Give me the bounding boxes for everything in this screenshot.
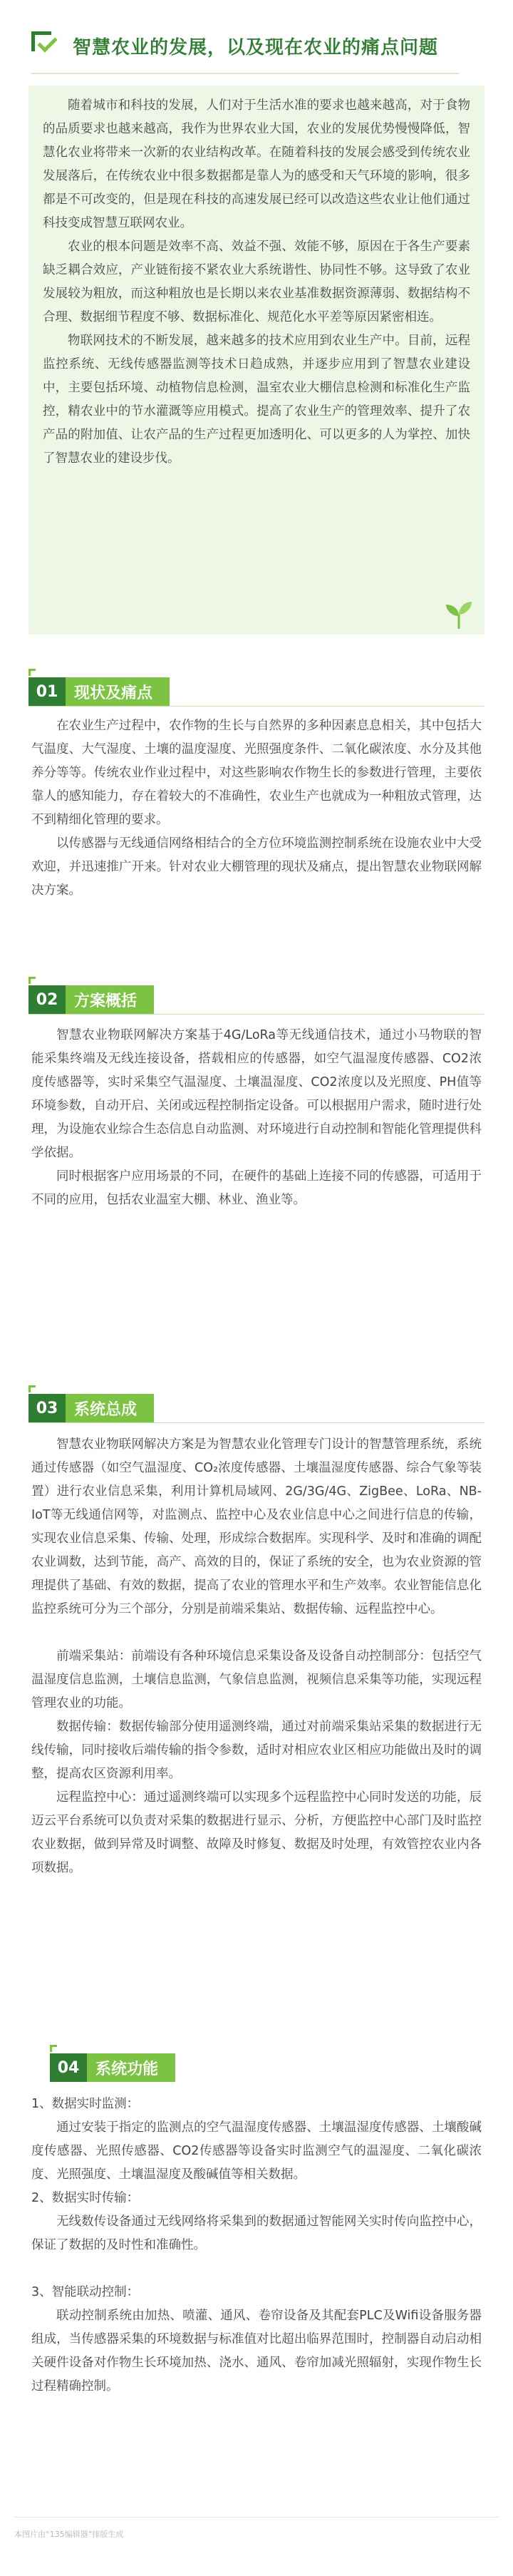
body-paragraph: 同时根据客户应用场景的不同，在硬件的基础上连接不同的传感器，可适用于不同的应用，包括农业温室大棚、林业、渔业等。 — [31, 1169, 482, 1207]
footer-credit: 本图片由“135编辑器”排版生成 — [14, 2530, 124, 2539]
intro-paragraph: 物联网技术的不断发展，越来越多的技术应用到农业生产中。目前，远程监控系统、无线传感器监测等技术日趋成熟，并逐步应用到了智慧农业建设中，主要包括环境、动植物信息检测，温室农业大棚信息检测和标准化生产监控，精农业中的节水灌溉等应用模式。提高了农业生产的管理效率、提升了农产品的附加值、让农产品的生产过程更加透明化、可以更多的人为掌控、加快了智慧农业的建设步伐。 — [43, 334, 470, 466]
intro-paragraph: 农业的根本问题是效率不高、效益不强、效能不够，原因在于各生产要素缺乏耦合效应，产业链衔接不紧农业大系统谐性、协同性不够。这导致了农业发展较为粗放，而这种粗放也是长期以来农业基准数据资源薄弱、数据结构不合理、数据细节程度不够、数据标准化、规范化水平差等原因紧密相连。 — [43, 240, 470, 324]
section-number: 04 — [50, 2053, 87, 2082]
body-paragraph: 智慧农业物联网解决方案基于4G/LoRa等无线通信技术，通过小马物联的智能采集终端及无线连接设备，搭载相应的传感器，如空气温湿度传感器、CO2浓度传感器等，实时采集空气温湿度、土壤温湿度、CO2浓度以及光照度、PH值等环境参数，自动开启、关闭或远程控制指定设备。可以根据用户需求，随时进行处理，为设施农业综合生态信息自动监测、对环境进行自动控制和智能化管理提供科学依据。 — [31, 1028, 482, 1160]
footer-divider — [14, 2517, 499, 2518]
corner-tick-icon — [28, 977, 36, 984]
corner-tick-icon — [28, 669, 36, 676]
item-body: 无线数传设备通过无线网络将采集到的数据通过智能网关实时传向监控中心，保证了数据的及时性和准确性。 — [31, 2215, 482, 2252]
section-body-02 — [31, 1024, 482, 1212]
corner-tick-icon — [28, 1385, 36, 1392]
item-body: 联动控制系统由加热、喷灌、通风、卷帘设备及其配套PLC及Wifi设备服务器组成，当传感器采集的环境数据与标准值对比超出临界范围时，控制器自动启动相关硬件设备对作物生长环境加热、浇水、通风、卷帘加减光照辐射，实现作物生长过程精确控制。 — [31, 2309, 482, 2393]
body-paragraph: 前端采集站：前端设有各种环境信息采集设备及设备自动控制部分：包括空气温湿度信息监测，土壤信息监测，气象信息监测，视频信息采集等功能，实现远程管理农业的功能。 — [31, 1649, 482, 1710]
section-divider — [28, 1014, 484, 1015]
item-heading: 1、数据实时监测： — [31, 2097, 140, 2111]
section-body-03 — [31, 1433, 482, 1880]
section-body-04 — [31, 2093, 482, 2398]
section-title: 系统总成 — [66, 1394, 154, 1422]
body-paragraph: 数据传输：数据传输部分使用遥测终端，通过对前端采集站采集的数据进行无线传输，同时接收后端传输的指令参数，适时对相应农业区相应功能做出及时的调整，提高农区资源利用率。 — [31, 1720, 482, 1781]
item-body: 通过安装于指定的监测点的空气温湿度传感器、土壤温湿度传感器、土壤酸碱度传感器、光照传感器、CO2传感器等设备实时监测空气的温湿度、二氧化碳浓度、光照强度、土壤温湿度及酸碱值等相关数据。 — [31, 2120, 482, 2182]
section-divider — [28, 1422, 484, 1423]
sprout-icon — [443, 600, 475, 629]
section-number: 02 — [28, 985, 66, 1014]
item-heading: 3、智能联动控制： — [31, 2285, 140, 2299]
intro-title-block — [31, 20, 487, 80]
title-underline — [31, 73, 459, 74]
intro-paragraph: 随着城市和科技的发展，人们对于生活水准的要求也越来越高，对于食物的品质要求也越来越高，我作为世界农业大国，农业的发展优势慢慢降低，智慧化农业将带来一次新的农业结构改革。在随着科技的发展会感受到传统农业发展落后，在传统农业中很多数据都是靠人为的感受和天气环境的影响，很多都是不可改变的，但是现在科技的高速发展已经可以改造这些农业让他们通过科技变成智慧互联网农业。 — [43, 98, 470, 230]
intro-box — [28, 86, 484, 635]
body-paragraph: 在农业生产过程中，农作物的生长与自然界的多种因素息息相关，其中包括大气温度、大气湿度、土壤的温度湿度、光照强度条件、二氧化碳浓度、水分及其他养分等等。传统农业作业过程中，对这些影响农作物生长的参数进行管理，主要依靠人的感知能力，存在着较大的不准确性，农业生产也就成为一种粗放式管理，达不到精细化管理的要求。 — [31, 719, 482, 827]
section-divider — [28, 706, 484, 707]
body-paragraph: 以传感器与无线通信网络相结合的全方位环境监测控制系统在设施农业中大受欢迎，并迅速推广开来。针对农业大棚管理的现状及痛点，提出智慧农业物联网解决方案。 — [31, 836, 482, 898]
section-title: 现状及痛点 — [66, 677, 170, 706]
corner-tick-icon — [50, 2045, 57, 2052]
section-title: 系统功能 — [87, 2053, 175, 2082]
page-title: 智慧农业的发展，以及现在农业的痛点问题 — [73, 37, 439, 58]
section-number: 01 — [28, 677, 66, 706]
paragraph-spacer — [31, 2257, 482, 2281]
body-paragraph: 远程监控中心：通过遥测终端可以实现多个远程监控中心同时发送的功能，辰迈云平台系统可以负责对采集的数据进行显示、分析，方便监控中心部门及时监控农业数据，做到异常及时调整、故障及时修复、数据及时处理，有效管控农业内各项数据。 — [31, 1790, 482, 1875]
section-body-01 — [31, 714, 482, 903]
body-paragraph: 智慧农业物联网解决方案是为智慧农业化管理专门设计的智慧管理系统，系统通过传感器（如空气温湿度、CO₂浓度传感器、土壤温湿度传感器、综合气象等装置）进行农业信息采集，利用计算机局域网、2G/3G/4G、ZigBee、LoRa、NB-IoT等无线通信网等，对监测点、监控中心及农业信息中心之间进行信息的传输，实现农业信息采集、传输、处理，形成综合数据库。实现科学、及时和准确的调配农业调数，达到节能，高产、高效的目的，保证了系统的安全，也为农业资源的管理提供了基础、有效的数据，提高了农业的管理水平和生产效率。农业智能信息化监控系统可分为三个部分，分别是前端采集站、数据传输、远程监控中心。 — [31, 1437, 482, 1616]
section-title: 方案概括 — [66, 985, 154, 1014]
paragraph-spacer — [31, 1621, 482, 1645]
section-number: 03 — [28, 1394, 66, 1422]
item-heading: 2、数据实时传输： — [31, 2191, 140, 2205]
